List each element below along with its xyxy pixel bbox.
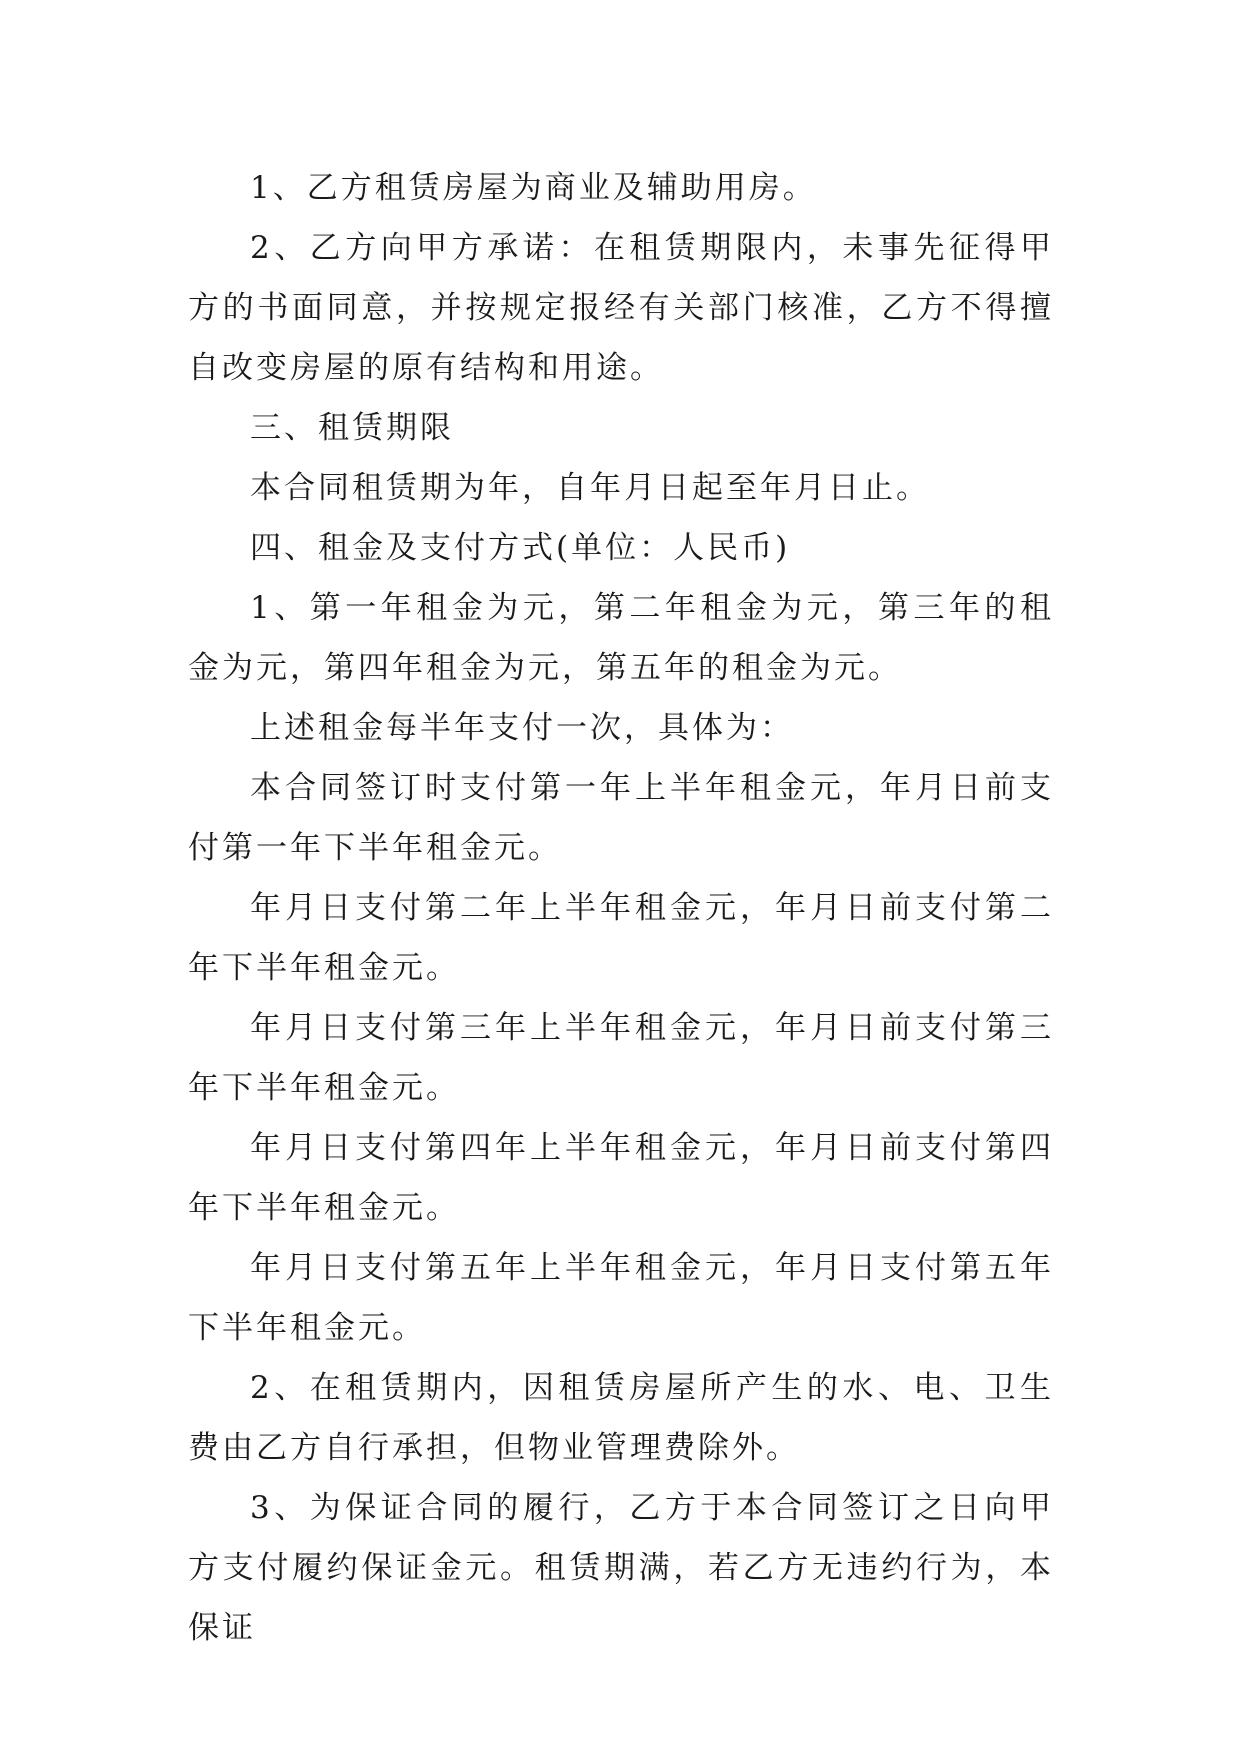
paragraph-year5-payment: 年月日支付第五年上半年租金元，年月日支付第五年下半年租金元。 bbox=[188, 1250, 1054, 1346]
section-heading-lease-term: 三、租赁期限 bbox=[250, 410, 454, 446]
paragraph-deposit: 3、为保证合同的履行，乙方于本合同签订之日向甲方支付履约保证金元。租赁期满，若乙方无违约行为，本保证 bbox=[188, 1490, 1054, 1646]
section-heading-rent-payment: 四、租金及支付方式(单位：人民币) bbox=[250, 530, 791, 566]
paragraph-year3-payment: 年月日支付第三年上半年租金元，年月日前支付第三年下半年租金元。 bbox=[188, 1010, 1054, 1106]
paragraph-year2-payment: 年月日支付第二年上半年租金元，年月日前支付第二年下半年租金元。 bbox=[188, 890, 1054, 986]
paragraph-year4-payment: 年月日支付第四年上半年租金元，年月日前支付第四年下半年租金元。 bbox=[188, 1130, 1054, 1226]
paragraph-utilities: 2、在租赁期内，因租赁房屋所产生的水、电、卫生费由乙方自行承担，但物业管理费除外。 bbox=[188, 1370, 1054, 1466]
paragraph-promise: 2、乙方向甲方承诺：在租赁期限内，未事先征得甲方的书面同意，并按规定报经有关部门核准，乙方不得擅自改变房屋的原有结构和用途。 bbox=[188, 230, 1054, 386]
paragraph-usage: 1、乙方租赁房屋为商业及辅助用房。 bbox=[250, 170, 817, 206]
document-body bbox=[188, 158, 1054, 1658]
paragraph-payment-schedule-intro: 上述租金每半年支付一次，具体为： bbox=[250, 710, 794, 746]
paragraph-annual-rent: 1、第一年租金为元，第二年租金为元，第三年的租金为元，第四年租金为元，第五年的租金为元。 bbox=[188, 590, 1054, 686]
paragraph-lease-period: 本合同租赁期为年，自年月日起至年月日止。 bbox=[250, 470, 930, 506]
paragraph-year1-payment: 本合同签订时支付第一年上半年租金元，年月日前支付第一年下半年租金元。 bbox=[188, 770, 1054, 866]
